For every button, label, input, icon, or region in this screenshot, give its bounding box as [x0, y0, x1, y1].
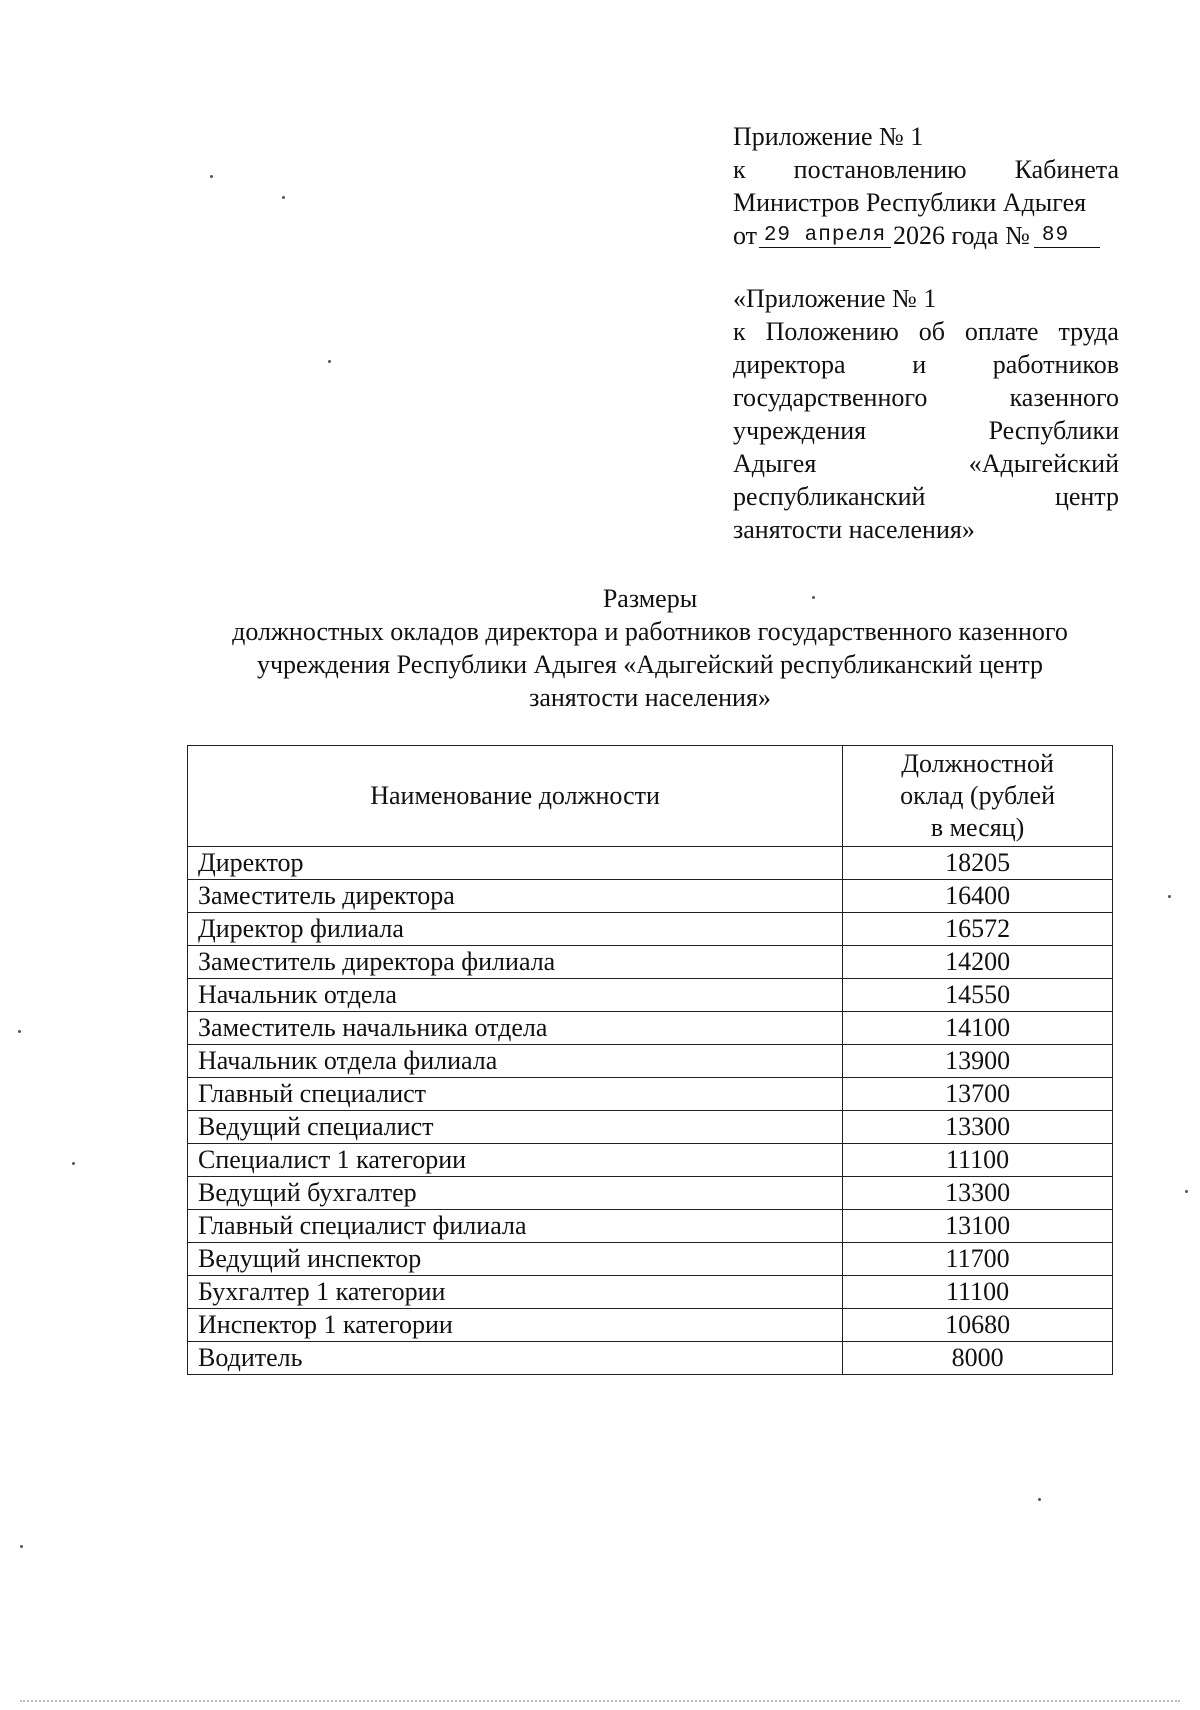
- table-row: [188, 1111, 1113, 1144]
- position-name-cell: Инспектор 1 категории: [188, 1309, 843, 1342]
- salary-cell: 13900: [843, 1045, 1113, 1078]
- attachment-date-line: от 29 апреля 2026 года № 89: [733, 219, 1119, 252]
- scan-speck: [328, 360, 331, 363]
- table-row: [188, 1012, 1113, 1045]
- annex-line: государственного казенного: [733, 383, 1119, 412]
- title-line-2: должностных окладов директора и работников государственного казенного: [232, 617, 1068, 646]
- table-row: [188, 946, 1113, 979]
- table-row: [188, 1210, 1113, 1243]
- position-name-cell: Начальник отдела филиала: [188, 1045, 843, 1078]
- table-row: [188, 1342, 1113, 1375]
- attachment-header: [733, 120, 1119, 252]
- table-row: [188, 1045, 1113, 1078]
- table-row: [188, 880, 1113, 913]
- scan-speck: [72, 1162, 75, 1165]
- scan-speck: [282, 196, 285, 199]
- attachment-line-3: Министров Республики Адыгея: [733, 188, 1087, 217]
- annex-title: «Приложение № 1: [733, 284, 937, 313]
- annex-line: Адыгея «Адыгейский: [733, 449, 1119, 478]
- salary-cell: 14550: [843, 979, 1113, 1012]
- annex-line: республиканский центр: [733, 482, 1119, 511]
- header-salary: Должностной оклад (рублей в месяц): [843, 746, 1113, 847]
- salary-cell: 13300: [843, 1177, 1113, 1210]
- annex-lines: [733, 315, 1119, 513]
- position-name-cell: Ведущий инспектор: [188, 1243, 843, 1276]
- annex-line: директора и работников: [733, 350, 1119, 379]
- table-row: [188, 1309, 1113, 1342]
- position-name-cell: Специалист 1 категории: [188, 1144, 843, 1177]
- table-row: [188, 847, 1113, 880]
- salary-cell: 13300: [843, 1111, 1113, 1144]
- position-name-cell: Ведущий бухгалтер: [188, 1177, 843, 1210]
- position-name-cell: Директор: [188, 847, 843, 880]
- salary-cell: 11100: [843, 1144, 1113, 1177]
- table-row: [188, 913, 1113, 946]
- annex-last-line: занятости населения»: [733, 515, 975, 544]
- table-row: [188, 1177, 1113, 1210]
- title-line-3: учреждения Республики Адыгея «Адыгейский республиканский центр: [256, 650, 1044, 679]
- table-row: [188, 1276, 1113, 1309]
- scan-speck: [1185, 1190, 1188, 1193]
- position-name-cell: Главный специалист филиала: [188, 1210, 843, 1243]
- annex-header: [733, 282, 1119, 546]
- table-row: [188, 1243, 1113, 1276]
- attachment-line-2: к постановлению Кабинета: [733, 155, 1119, 184]
- salary-cell: 11100: [843, 1276, 1113, 1309]
- annex-line: учреждения Республики: [733, 416, 1119, 445]
- position-name-cell: Директор филиала: [188, 913, 843, 946]
- salary-cell: 16572: [843, 913, 1113, 946]
- title-line-1: Размеры: [602, 584, 698, 613]
- salary-table: [187, 745, 1113, 1375]
- title-line-4: занятости населения»: [529, 683, 771, 712]
- position-name-cell: Заместитель директора филиала: [188, 946, 843, 979]
- position-name-cell: Заместитель начальника отдела: [188, 1012, 843, 1045]
- scan-speck: [812, 596, 815, 599]
- position-name-cell: Главный специалист: [188, 1078, 843, 1111]
- table-row: [188, 979, 1113, 1012]
- salary-cell: 13100: [843, 1210, 1113, 1243]
- position-name-cell: Ведущий специалист: [188, 1111, 843, 1144]
- document-title: [180, 582, 1120, 714]
- scan-edge: [20, 1700, 1180, 1704]
- salary-cell: 8000: [843, 1342, 1113, 1375]
- position-name-cell: Начальник отдела: [188, 979, 843, 1012]
- scan-speck: [1038, 1498, 1041, 1501]
- scan-speck: [18, 1030, 21, 1033]
- salary-cell: 14200: [843, 946, 1113, 979]
- salary-cell: 13700: [843, 1078, 1113, 1111]
- position-name-cell: Водитель: [188, 1342, 843, 1375]
- table-header-row: [188, 746, 1113, 847]
- salary-cell: 16400: [843, 880, 1113, 913]
- handwritten-date: 29 апреля: [759, 225, 891, 248]
- position-name-cell: Заместитель директора: [188, 880, 843, 913]
- header-position-name: Наименование должности: [188, 746, 843, 847]
- annex-line: к Положению об оплате труда: [733, 317, 1119, 346]
- scan-speck: [20, 1545, 23, 1548]
- scan-speck: [1168, 895, 1171, 898]
- table-row: [188, 1078, 1113, 1111]
- salary-cell: 11700: [843, 1243, 1113, 1276]
- handwritten-number: 89: [1034, 225, 1100, 248]
- position-name-cell: Бухгалтер 1 категории: [188, 1276, 843, 1309]
- salary-cell: 10680: [843, 1309, 1113, 1342]
- scan-speck: [210, 175, 213, 178]
- attachment-title: Приложение № 1: [733, 122, 924, 151]
- salary-cell: 14100: [843, 1012, 1113, 1045]
- table-row: [188, 1144, 1113, 1177]
- table-body: [188, 847, 1113, 1375]
- salary-cell: 18205: [843, 847, 1113, 880]
